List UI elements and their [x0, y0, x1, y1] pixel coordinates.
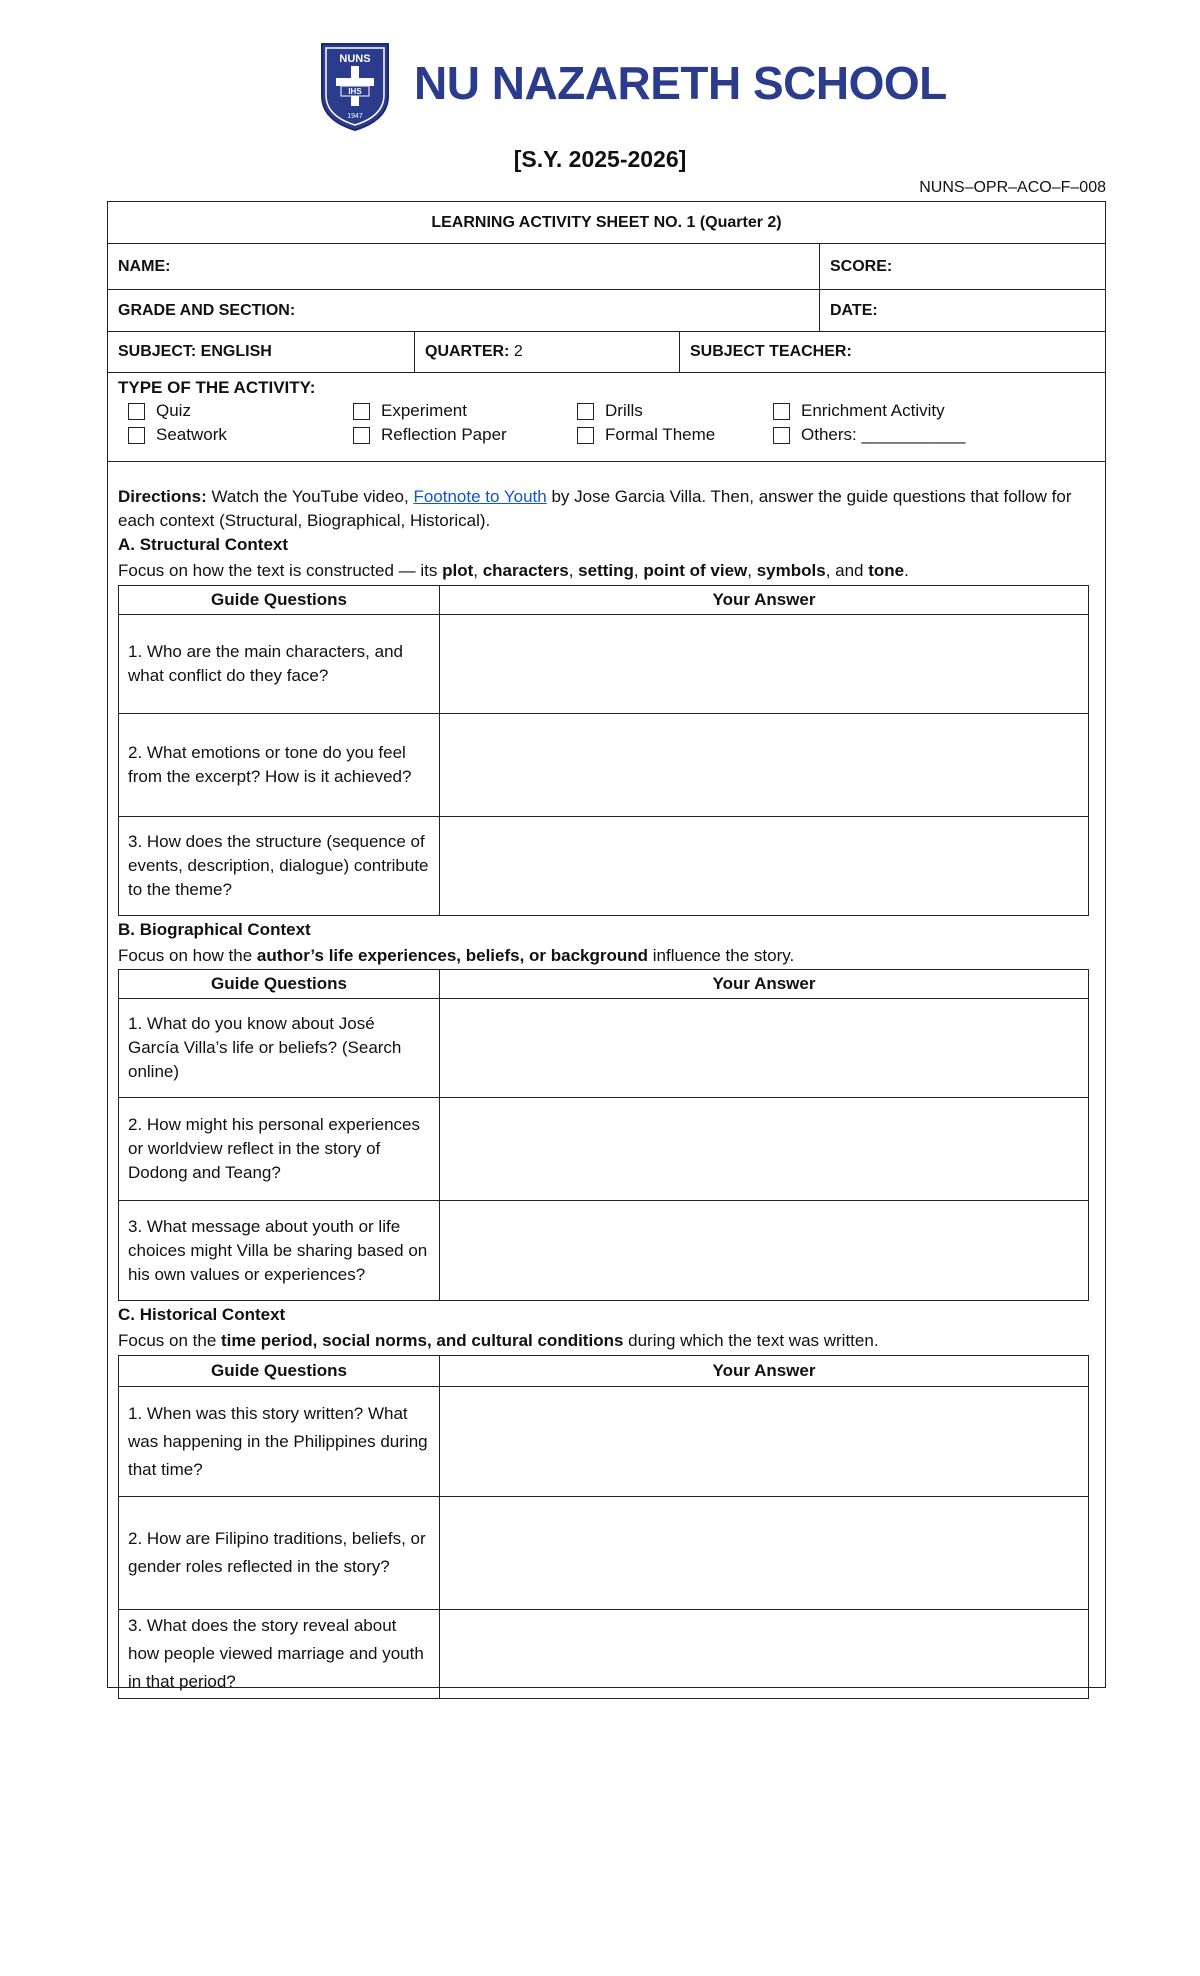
table-row [119, 1201, 1088, 1300]
focus-bold: author’s life experiences, beliefs, or background [256, 946, 649, 965]
question-text: 2. What emotions or tone do you feel from the excerpt? How is it achieved? [128, 743, 412, 786]
answer-cell[interactable] [439, 1098, 1088, 1200]
table-row [119, 999, 1088, 1098]
question-text: 2. How are Filipino traditions, beliefs, or gender roles reflected in the story? [128, 1529, 426, 1576]
table-row [119, 1497, 1088, 1610]
table-header [119, 1356, 1088, 1387]
question-text: 2. How might his personal experiences or worldview reflect in the story of Dodong and Teang? [128, 1115, 420, 1182]
section-a-title: A. Structural Context [118, 535, 289, 554]
question-text: 3. What message about youth or life choices might Villa be sharing based on his own values or experiences? [128, 1216, 428, 1284]
answer-cell[interactable] [439, 714, 1088, 816]
question-text: 3. How does the structure (sequence of events, description, dialogue) contribute to the theme? [128, 832, 429, 899]
form-code: NUNS–OPR–ACO–F–008 [919, 179, 1106, 196]
checkbox-box[interactable] [577, 427, 594, 444]
directions-label: Directions: [118, 487, 207, 506]
seal-mid-text: IHS [348, 87, 362, 96]
question-text: 1. What do you know about José García Villa’s life or beliefs? (Search online) [128, 1014, 402, 1081]
focus-bold: setting [578, 561, 634, 580]
quarter-field [414, 332, 679, 372]
checkbox-label: Formal Theme [605, 425, 716, 444]
teacher-field[interactable]: SUBJECT TEACHER: [679, 332, 1105, 372]
answer-cell[interactable] [439, 817, 1088, 915]
checkbox-drills[interactable] [577, 401, 643, 421]
school-year: [S.Y. 2025-2026] [513, 146, 687, 172]
focus-text: , [473, 561, 483, 580]
table-row [119, 615, 1088, 714]
focus-bold: tone [868, 561, 905, 580]
activity-sheet [107, 201, 1106, 1691]
your-answer-header: Your Answer [439, 970, 1088, 998]
checkbox-experiment[interactable] [353, 401, 467, 421]
checkbox-box[interactable] [353, 403, 370, 420]
school-name: NU NAZARETH SCHOOL [414, 57, 947, 109]
checkbox-enrichment[interactable] [773, 401, 945, 421]
checkbox-seatwork[interactable] [128, 425, 227, 445]
checkbox-label: Reflection Paper [381, 425, 507, 444]
table-header [119, 970, 1088, 999]
video-link[interactable]: Footnote to Youth [413, 487, 547, 506]
activity-type-options [128, 401, 1068, 449]
subject-field: SUBJECT: ENGLISH [118, 343, 272, 360]
question-text: 1. Who are the main characters, and what conflict do they face? [128, 642, 403, 685]
focus-bold: symbols [756, 561, 826, 580]
sheet-title-row [108, 202, 1105, 244]
guide-questions-header: Guide Questions [210, 974, 348, 993]
question-text: 1. When was this story written? What was happening in the Philippines during that time? [128, 1403, 428, 1479]
sheet-title: LEARNING ACTIVITY SHEET NO. 1 (Quarter 2) [431, 213, 782, 231]
answer-cell[interactable] [439, 615, 1088, 713]
score-field[interactable]: SCORE: [819, 244, 1105, 289]
guide-questions-header: Guide Questions [210, 1361, 348, 1380]
checkbox-box[interactable] [128, 427, 145, 444]
checkbox-others[interactable] [773, 425, 965, 445]
quarter-value: 2 [513, 343, 523, 360]
name-row [108, 244, 1105, 290]
focus-text: , [568, 561, 579, 580]
checkbox-formal-theme[interactable] [577, 425, 715, 445]
checkbox-label: Drills [605, 401, 643, 420]
focus-bold: time period, social norms, and cultural conditions [221, 1331, 624, 1350]
focus-bold: point of view [643, 561, 748, 580]
focus-text: influence the story. [648, 946, 795, 965]
date-field[interactable]: DATE: [819, 290, 1105, 331]
focus-text: , [747, 561, 757, 580]
answer-cell[interactable] [439, 1610, 1088, 1698]
subject-row [108, 332, 1105, 373]
answer-cell[interactable] [439, 1387, 1088, 1496]
checkbox-label: Others: ___________ [801, 425, 966, 444]
table-header [119, 586, 1088, 615]
section-c-focus [118, 1329, 1093, 1353]
letterhead [0, 38, 1200, 138]
checkbox-reflection[interactable] [353, 425, 507, 445]
school-seal-icon [316, 40, 394, 132]
focus-text: , [633, 561, 644, 580]
checkbox-label: Enrichment Activity [801, 401, 945, 420]
answer-cell[interactable] [439, 999, 1088, 1097]
answer-cell[interactable] [439, 1201, 1088, 1300]
seal-year: 1947 [347, 113, 363, 120]
checkbox-box[interactable] [577, 403, 594, 420]
directions-text-after: by Jose Garcia Villa. Then, answer the guide questions that follow for each context (Structural, Biographical, Historical). [118, 487, 1072, 530]
checkbox-label: Quiz [156, 401, 191, 420]
section-a-focus [118, 559, 1093, 583]
activity-type-label: TYPE OF THE ACTIVITY: [118, 378, 316, 397]
focus-text: Focus on how the [118, 946, 257, 965]
answer-cell[interactable] [439, 1497, 1088, 1609]
directions [118, 485, 1093, 533]
your-answer-header: Your Answer [439, 586, 1088, 614]
section-b-focus [118, 944, 1093, 968]
historical-questions-table [118, 1355, 1089, 1699]
grade-section-field[interactable]: GRADE AND SECTION: [118, 301, 296, 319]
table-row [119, 714, 1088, 817]
section-b-title: B. Biographical Context [118, 920, 311, 939]
checkbox-label: Seatwork [156, 425, 227, 444]
name-field[interactable]: NAME: [118, 257, 171, 275]
checkbox-quiz[interactable] [128, 401, 191, 421]
focus-text: , and [825, 561, 869, 580]
checkbox-box[interactable] [353, 427, 370, 444]
biographical-questions-table [118, 969, 1089, 1301]
table-row [119, 817, 1088, 915]
section-c-title: C. Historical Context [118, 1305, 286, 1324]
focus-bold: characters [482, 561, 569, 580]
directions-text-before: Watch the YouTube video, [206, 487, 414, 506]
focus-bold: plot [442, 561, 474, 580]
checkbox-box[interactable] [128, 403, 145, 420]
seal-top-text: NUNS [339, 53, 371, 65]
focus-text: Focus on how the text is constructed — its [118, 561, 443, 580]
structural-questions-table [118, 585, 1089, 916]
checkbox-box[interactable] [773, 427, 790, 444]
quarter-label: QUARTER: [425, 343, 510, 360]
grade-row [108, 290, 1105, 332]
checkbox-box[interactable] [773, 403, 790, 420]
table-row [119, 1387, 1088, 1497]
question-text: 3. What does the story reveal about how people viewed marriage and youth in that period? [128, 1616, 424, 1691]
checkbox-label: Experiment [381, 401, 467, 420]
focus-text: during which the text was written. [623, 1331, 879, 1350]
focus-text: Focus on the [118, 1331, 222, 1350]
guide-questions-header: Guide Questions [210, 590, 348, 609]
focus-text: . [904, 561, 909, 580]
table-row [119, 1098, 1088, 1201]
your-answer-header: Your Answer [439, 1356, 1088, 1386]
activity-type-row [108, 373, 1105, 462]
table-row [119, 1610, 1088, 1698]
